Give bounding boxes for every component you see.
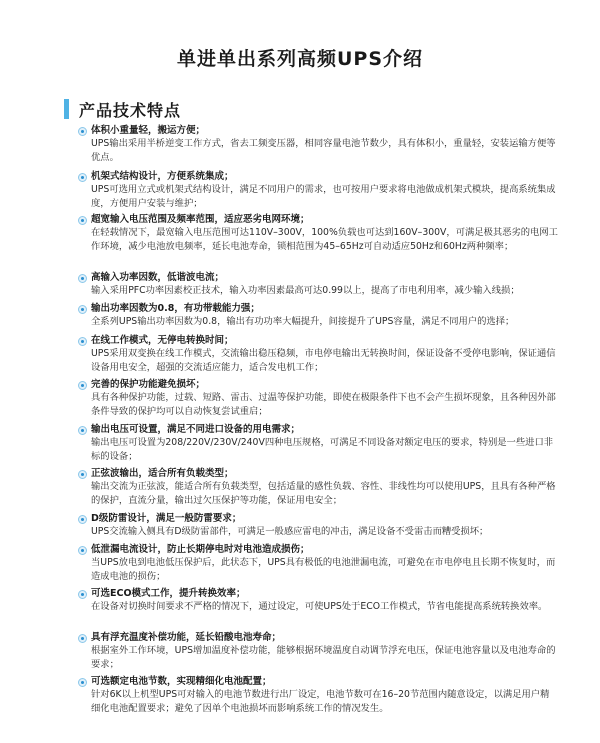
feature-item <box>78 302 558 329</box>
bullet-dot-icon <box>78 127 87 136</box>
feature-item <box>78 631 558 671</box>
feature-item <box>78 675 558 715</box>
bullet-dot-icon <box>78 515 87 524</box>
feature-title: 机架式结构设计，方便系统集成； <box>91 171 234 182</box>
bullet-dot-icon <box>78 634 87 643</box>
feature-item <box>78 587 558 614</box>
feature-title: 高输入功率因数，低谐波电流； <box>91 272 225 283</box>
feature-title: 体积小重量轻，搬运方便； <box>91 125 206 136</box>
feature-desc: 输出电压可设置为208/220V/230V/240V四种电压规格，可满足不同设备对额定电压的要求，特别是一些进口非标的设备； <box>91 437 554 462</box>
bullet-dot-icon <box>78 216 87 225</box>
bullet-dot-icon <box>78 381 87 390</box>
feature-item <box>78 271 558 298</box>
bullet-dot-icon <box>78 305 87 314</box>
feature-item <box>78 423 558 463</box>
bullet-dot-icon <box>78 470 87 479</box>
feature-desc: UPS采用双变换在线工作模式，交流输出稳压稳频，市电停电输出无转换时间，保证设备不受停电影响，保证通信设备用电安全，超强的交流适应能力，适合发电机工作； <box>91 348 556 373</box>
feature-desc: 在轻载情况下，最宽输入电压范围可达110V–300V，100%负载也可达到160V–300V，可满足极其恶劣的电网工作环境，减少电池放电频率，延长电池寿命，锁相范围为45–65Hz可自动适应50Hz和60Hz两种频率； <box>91 227 558 252</box>
feature-item <box>78 467 558 507</box>
bullet-dot-icon <box>78 337 87 346</box>
feature-title: 完善的保护功能避免损坏； <box>91 379 206 390</box>
section-title: 产品技术特点 <box>79 100 182 120</box>
feature-title: 可选额定电池节数，实现精细化电池配置； <box>91 676 272 687</box>
feature-desc: UPS可选用立式或机架式结构设计，满足不同用户的需求，也可按用户要求将电池做成机架式模块，提高系统集成度，方便用户安装与维护； <box>91 184 556 209</box>
feature-title: 输出电压可设置，满足不同进口设备的用电需求； <box>91 424 301 435</box>
feature-desc: 具有各种保护功能，过载、短路、雷击、过温等保护功能，即使在极限条件下也不会产生损坏现象，且各种因外部条件导致的保护均可以自动恢复尝试重启； <box>91 392 556 417</box>
bullet-dot-icon <box>78 546 87 555</box>
feature-title: 超宽输入电压范围及频率范围，适应恶劣电网环境； <box>91 214 310 225</box>
feature-item <box>78 378 558 418</box>
bullet-dot-icon <box>78 426 87 435</box>
feature-item <box>78 170 558 210</box>
feature-title: D级防雷设计，满足一般防雷要求； <box>91 513 242 524</box>
feature-title: 低泄漏电流设计，防止长期停电时对电池造成损伤； <box>91 544 310 555</box>
feature-desc: 全系列UPS输出功率因数为0.8，输出有功功率大幅提升，间接提升了UPS容量，满足不同用户的选择； <box>91 316 515 327</box>
feature-item <box>78 124 558 164</box>
feature-title: 输出功率因数为0.8，有功带载能力强； <box>91 303 260 314</box>
feature-item <box>78 334 558 374</box>
feature-title: 在线工作模式，无停电转换时间； <box>91 335 234 346</box>
section-bar-icon <box>64 99 69 119</box>
feature-item <box>78 543 558 583</box>
bullet-dot-icon <box>78 590 87 599</box>
page-title: 单进单出系列高频UPS介绍 <box>176 48 424 70</box>
section-heading <box>64 98 181 120</box>
feature-desc: UPS交流输入侧具有D级防雷部件，可满足一般感应雷电的冲击，满足设备不受雷击而糟受损坏； <box>91 526 489 537</box>
feature-title: 正弦波输出，适合所有负载类型； <box>91 468 234 479</box>
feature-desc: 当UPS放电到电池低压保护后，此状态下，UPS具有极低的电池泄漏电流，可避免在市电停电且长期不恢复时，而造成电池的损伤； <box>91 557 556 582</box>
bullet-dot-icon <box>78 274 87 283</box>
bullet-dot-icon <box>78 678 87 687</box>
feature-title: 具有浮充温度补偿功能，延长铅酸电池寿命； <box>91 632 282 643</box>
feature-item <box>78 213 558 253</box>
feature-desc: 输出交流为正弦波，能适合所有负载类型，包括适量的感性负载、容性、非线性均可以使用UPS，且具有各种严格的保护，直流分量，输出过欠压保护等功能，保证用电安全； <box>91 481 556 506</box>
bullet-dot-icon <box>78 173 87 182</box>
feature-desc: 根据室外工作环境，UPS增加温度补偿功能，能够根据环境温度自动调节浮充电压，保证电池容量以及电池寿命的要求； <box>91 645 556 670</box>
feature-desc: 针对6K以上机型UPS可对输入的电池节数进行出厂设定，电池节数可在16–20节范围内随意设定，以满足用户精细化电池配置要求；避免了因单个电池损坏而影响系统工作的情况发生。 <box>91 689 550 714</box>
feature-desc: 输入采用PFC功率因素校正技术，输入功率因素最高可达0.99以上，提高了市电利用率，减少输入线损； <box>91 285 520 296</box>
feature-desc: UPS输出采用半桥逆变工作方式，省去工频变压器，相同容量电池节数少，具有体积小，重量轻，安装运输方便等优点。 <box>91 138 556 163</box>
feature-title: 可选ECO模式工作，提升转换效率； <box>91 588 246 599</box>
feature-desc: 在设备对切换时间要求不严格的情况下，通过设定，可使UPS处于ECO工作模式，节省电能提高系统转换效率。 <box>91 601 548 612</box>
feature-item <box>78 512 558 539</box>
